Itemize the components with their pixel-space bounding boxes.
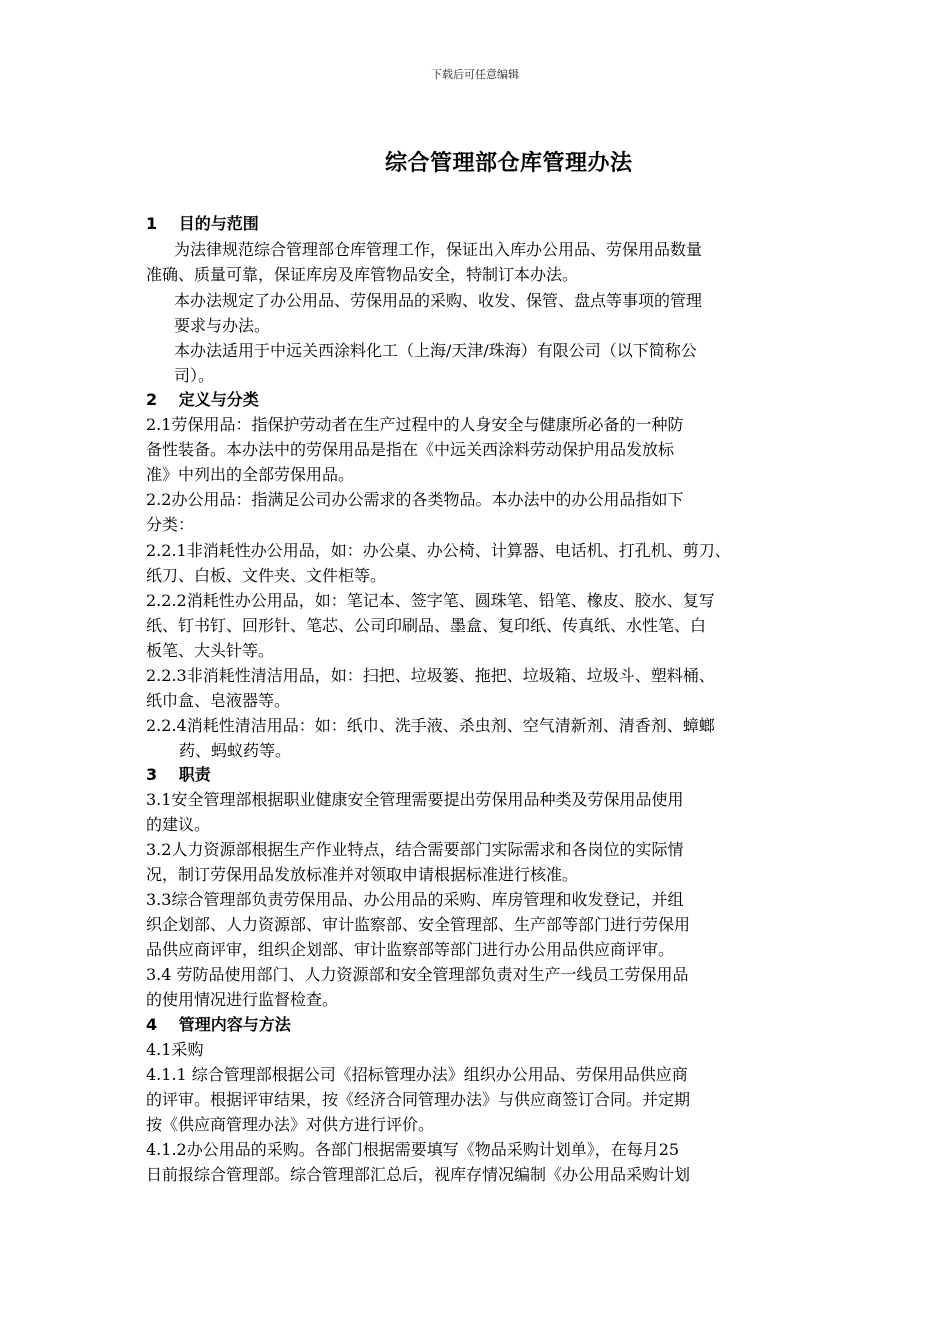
- section-heading: 1 目的与范围: [146, 214, 259, 233]
- paragraph-line: 的评审。根据评审结果，按《经济合同管理办法》与供应商签订合同。并定期: [146, 1090, 691, 1109]
- paragraph-line: 2.2.3非消耗性清洁用品，如：扫把、垃圾篓、拖把、垃圾箱、垃圾斗、塑料桶、: [146, 666, 715, 685]
- paragraph-line: 3.3综合管理部负责劳保用品、办公用品的采购、库房管理和收发登记，并组: [146, 890, 684, 909]
- paragraph-line: 2.2.2消耗性办公用品，如：笔记本、签字笔、圆珠笔、铅笔、橡皮、胶水、复写: [146, 591, 715, 610]
- paragraph-line: 3.1安全管理部根据职业健康安全管理需要提出劳保用品种类及劳保用品使用: [146, 790, 684, 809]
- paragraph-line: 准确、质量可靠，保证库房及库管物品安全，特制订本办法。: [146, 265, 579, 284]
- paragraph-line: 织企划部、人力资源部、审计监察部、安全管理部、生产部等部门进行劳保用: [146, 915, 691, 934]
- paragraph-line: 为法律规范综合管理部仓库管理工作，保证出入库办公用品、劳保用品数量: [174, 240, 703, 259]
- section-heading: 2 定义与分类: [146, 390, 259, 409]
- paragraph-line: 本办法适用于中远关西涂料化工（上海/天津/珠海）有限公司（以下简称公: [174, 341, 697, 360]
- paragraph-line: 3.4 劳防品使用部门、人力资源部和安全管理部负责对生产一线员工劳保用品: [146, 965, 689, 984]
- paragraph-line: 纸巾盒、皂液器等。: [146, 691, 291, 710]
- paragraph-line: 3.2人力资源部根据生产作业特点，结合需要部门实际需求和各岗位的实际情: [146, 840, 684, 859]
- paragraph-line: 分类：: [146, 515, 195, 534]
- section-heading: 3 职责: [146, 765, 211, 784]
- paragraph-line: 2.2.1非消耗性办公用品，如：办公桌、办公椅、计算器、电话机、打孔机、剪刀、: [146, 541, 731, 560]
- paragraph-line: 2.2办公用品：指满足公司办公需求的各类物品。本办法中的办公用品指如下: [146, 490, 684, 509]
- paragraph-line: 按《供应商管理办法》对供方进行评价。: [146, 1115, 435, 1134]
- document-title: 综合管理部仓库管理办法: [385, 151, 633, 176]
- paragraph-line: 纸刀、白板、文件夹、文件柜等。: [146, 566, 387, 585]
- paragraph-line: 4.1.2办公用品的采购。各部门根据需要填写《物品采购计划单》，在每月25: [146, 1140, 680, 1159]
- paragraph-line: 司）。: [174, 366, 215, 385]
- paragraph-line: 要求与办法。: [174, 316, 271, 335]
- header-note: 下载后可任意编辑: [431, 68, 519, 81]
- paragraph-line: 板笔、大头针等。: [146, 641, 275, 660]
- paragraph-line: 2.2.4消耗性清洁用品：如：纸巾、洗手液、杀虫剂、空气清新剂、清香剂、蟑螂: [146, 716, 715, 735]
- paragraph-line: 的使用情况进行监督检查。: [146, 990, 339, 1009]
- paragraph-line: 4.1采购: [146, 1040, 204, 1059]
- paragraph-line: 的建议。: [146, 815, 211, 834]
- paragraph-line: 备性装备。本办法中的劳保用品是指在《中远关西涂料劳动保护用品发放标: [146, 440, 675, 459]
- paragraph-line: 药、蚂蚁药等。: [179, 741, 292, 760]
- paragraph-line: 4.1.1 综合管理部根据公司《招标管理办法》组织办公用品、劳保用品供应商: [146, 1065, 688, 1084]
- paragraph-line: 准》中列出的全部劳保用品。: [146, 465, 355, 484]
- paragraph-line: 2.1劳保用品：指保护劳动者在生产过程中的人身安全与健康所必备的一种防: [146, 415, 684, 434]
- paragraph-line: 纸、钉书钉、回形针、笔芯、公司印刷品、墨盒、复印纸、传真纸、水性笔、白: [146, 616, 707, 635]
- section-heading: 4 管理内容与方法: [146, 1015, 291, 1034]
- paragraph-line: 日前报综合管理部。综合管理部汇总后，视库存情况编制《办公用品采购计划: [146, 1165, 691, 1184]
- paragraph-line: 本办法规定了办公用品、劳保用品的采购、收发、保管、盘点等事项的管理: [174, 291, 703, 310]
- paragraph-line: 况，制订劳保用品发放标准并对领取申请根据标准进行核准。: [146, 865, 579, 884]
- paragraph-line: 品供应商评审，组织企划部、审计监察部等部门进行办公用品供应商评审。: [146, 940, 675, 959]
